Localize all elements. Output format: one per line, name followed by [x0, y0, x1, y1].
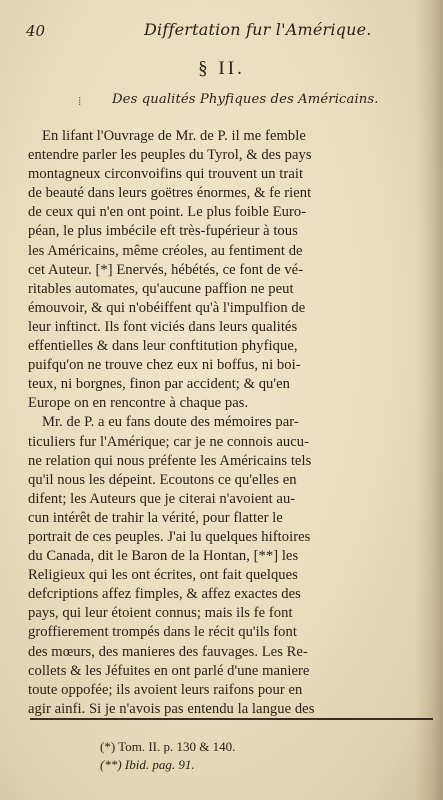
- text-line: émouvoir, & qui n'obéiffent qu'à l'impulfion de: [28, 299, 306, 316]
- section-number: § II.: [198, 58, 245, 79]
- text-line: effentielles & dans leur conftitution phyfique,: [28, 338, 298, 355]
- text-line: teux, ni borgnes, finon par accident; & qu'en: [28, 376, 290, 393]
- text-line: cun intérêt de trahir la vérité, pour flatter le: [28, 509, 283, 526]
- text-line: ne relation qui nous préfente les Américains tels: [28, 452, 312, 469]
- section-title: Des qualités Phyfiques des Américains.: [112, 92, 379, 107]
- text-line: péan, le plus imbécile eft très-fupérieur à tous: [28, 223, 298, 240]
- text-line: les Américains, même créoles, au fentiment de: [28, 242, 303, 259]
- text-line: collets & les Jéfuites en ont parlé d'une maniere: [28, 662, 310, 679]
- text-line: En lifant l'Ouvrage de Mr. de P. il me femble: [42, 128, 306, 144]
- text-line: ritables automates, qu'aucune paffion ne peut: [28, 280, 294, 297]
- page-header: [26, 18, 418, 42]
- text-line: toute oppofée; ils avoient leurs raifons pour en: [28, 681, 303, 698]
- running-title: Differtation fur l'Amérique.: [144, 20, 372, 39]
- text-line: Religieux qui les ont écrites, ont fait quelques: [28, 567, 298, 584]
- footnote-2: (**) Ibid. pag. 91.: [100, 757, 195, 772]
- text-line: entendre parler les peuples du Tyrol, & des pays: [28, 147, 312, 164]
- text-line: puifqu'on ne trouve chez eux ni boffus, ni boi-: [28, 357, 301, 374]
- text-line: defcriptions affez fimples, & affez exactes des: [28, 586, 301, 603]
- text-line: cet Auteur. [*] Enervés, hébétés, ce font de vé-: [28, 261, 304, 278]
- text-line: qu'il nous les dépeint. Ecoutons ce qu'elles en: [28, 471, 297, 488]
- text-line: groffierement trompés dans le récit qu'ils font: [28, 624, 297, 641]
- text-line: de ceux qui n'en ont point. Le plus foible Euro-: [28, 204, 307, 221]
- text-line: difent; les Auteurs que je citerai n'avoient au-: [28, 490, 296, 507]
- text-line: montagneux circonvoifins qui trouvent un trait: [28, 166, 304, 183]
- body-text: [28, 127, 436, 719]
- text-line: de beauté dans leurs goëtres énormes, & fe rient: [28, 185, 312, 202]
- footnotes: [100, 738, 235, 774]
- text-line: leur inftinct. Ils font viciés dans leurs qualités: [28, 318, 298, 335]
- margin-mark: ⁞: [78, 94, 82, 108]
- text-line: agir ainfi. Si je n'avois pas entendu la langue des: [28, 700, 315, 717]
- text-line: des mœurs, des manieres des fauvages. Les Re-: [28, 643, 308, 660]
- text-line: ticuliers fur l'Amérique; car je ne connois aucu-: [28, 433, 310, 450]
- page-number: 40: [26, 22, 46, 40]
- text-line: Europe on en rencontre à chaque pas.: [28, 395, 249, 412]
- text-line: pays, qui leur étoient connus; mais ils fe font: [28, 605, 293, 622]
- text-line: portrait de ces peuples. J'ai lu quelques hiftoires: [28, 528, 311, 545]
- footnote-rule: [30, 718, 433, 720]
- text-line: du Canada, dit le Baron de la Hontan, [**] les: [28, 548, 299, 565]
- footnote-1: (*) Tom. II. p. 130 & 140.: [100, 739, 236, 754]
- text-line: Mr. de P. a eu fans doute des mémoires par-: [42, 414, 299, 431]
